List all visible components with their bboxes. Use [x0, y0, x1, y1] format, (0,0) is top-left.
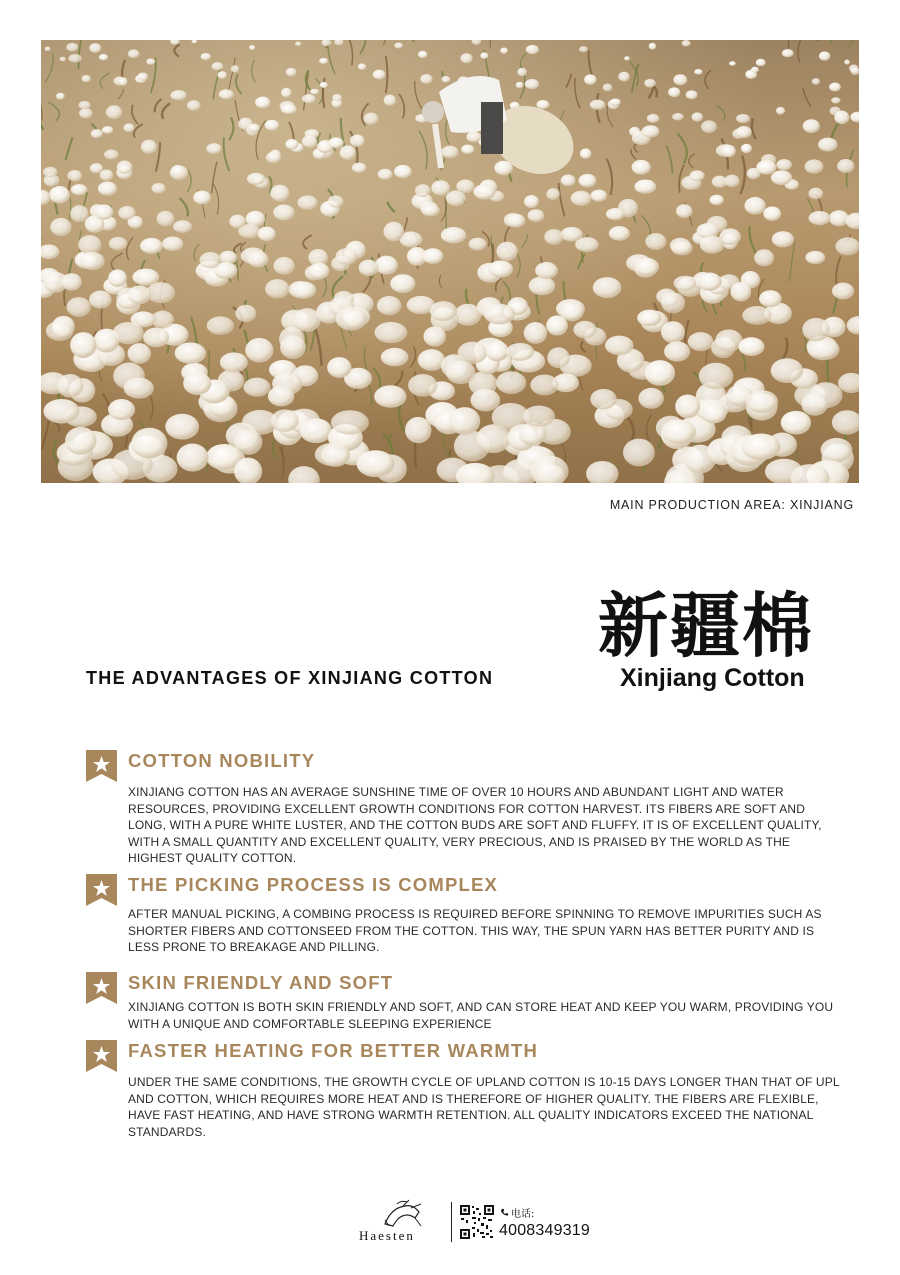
star-ribbon-icon [86, 972, 117, 1004]
section-body: XINJIANG COTTON IS BOTH SKIN FRIENDLY AND SOFT, AND CAN STORE HEAT AND KEEP YOU WARM, PROVIDING YOU WITH A UNIQUE AND COMFORTABLE SLEEPING EXPERIENCE [128, 1000, 834, 1031]
section-title: COTTON NOBILITY [128, 750, 316, 771]
phone-number: 4008349319 [499, 1222, 590, 1239]
star-ribbon-icon [86, 1040, 117, 1072]
page-title-english: Xinjiang Cotton [620, 664, 805, 692]
section-body: XINJIANG COTTON HAS AN AVERAGE SUNSHINE TIME OF OVER 10 HOURS AND ABUNDANT LIGHT AND WATER RESOURCES, PROVIDING EXCELLENT GROWTH CONDITIONS FOR COTTON HARVEST. ITS FIBERS ARE SOFT AND LONG, WITH A PURE WHITE LUSTER, AND THE COTTON BUDS ARE SOFT AND FLUFFY. IT IS OF EXCELLENT QUALITY, WITH A SMALL QUANTITY AND EXCELLENT QUALITY, VERY PRECIOUS, AND IS PRAISED BY THE WORLD AS THE HIGHEST QUALITY COTTON. [128, 785, 822, 866]
brand-name: Haesten [359, 1228, 415, 1243]
phone-label-text: 电话: [511, 1209, 535, 1220]
hero-image [41, 40, 859, 483]
cotton-field-photo [41, 40, 859, 483]
section-title: THE PICKING PROCESS IS COMPLEX [128, 874, 499, 895]
star-ribbon-icon [86, 874, 117, 906]
phone-label [500, 1205, 534, 1220]
hero-caption: MAIN PRODUCTION AREA: XINJIANG [609, 498, 854, 512]
phone-icon [500, 1208, 509, 1217]
advantages-heading: THE ADVANTAGES OF XINJIANG COTTON [86, 668, 494, 688]
page-title-chinese: 新疆棉 [598, 585, 814, 667]
rider-logo-icon [355, 1198, 445, 1228]
brand-logo [355, 1198, 445, 1246]
section-title: SKIN FRIENDLY AND SOFT [128, 972, 394, 993]
qr-code-icon [460, 1205, 494, 1239]
section-title: FASTER HEATING FOR BETTER WARMTH [128, 1040, 539, 1061]
section-body: AFTER MANUAL PICKING, A COMBING PROCESS IS REQUIRED BEFORE SPINNING TO REMOVE IMPURITIES SUCH AS SHORTER FIBERS AND COTTONSEED FROM THE COTTON. THIS WAY, THE SPUN YARN HAS BETTER PURITY AND IS LESS PRONE TO BREAKAGE AND PILLING. [128, 907, 822, 955]
star-ribbon-icon [86, 750, 117, 782]
section-body: UNDER THE SAME CONDITIONS, THE GROWTH CYCLE OF UPLAND COTTON IS 10-15 DAYS LONGER THAN THAT OF UPL AND COTTON, WHICH REQUIRES MORE HEAT AND IS THEREFORE OF HIGHER QUALITY. THE FIBERS ARE FLEXIBLE, HAVE FAST HEATING, AND HAVE STRONG WARMTH RETENTION. ALL QUALITY INDICATORS EXCEED THE NATIONAL STANDARDS. [128, 1075, 840, 1139]
footer-divider [451, 1202, 452, 1242]
